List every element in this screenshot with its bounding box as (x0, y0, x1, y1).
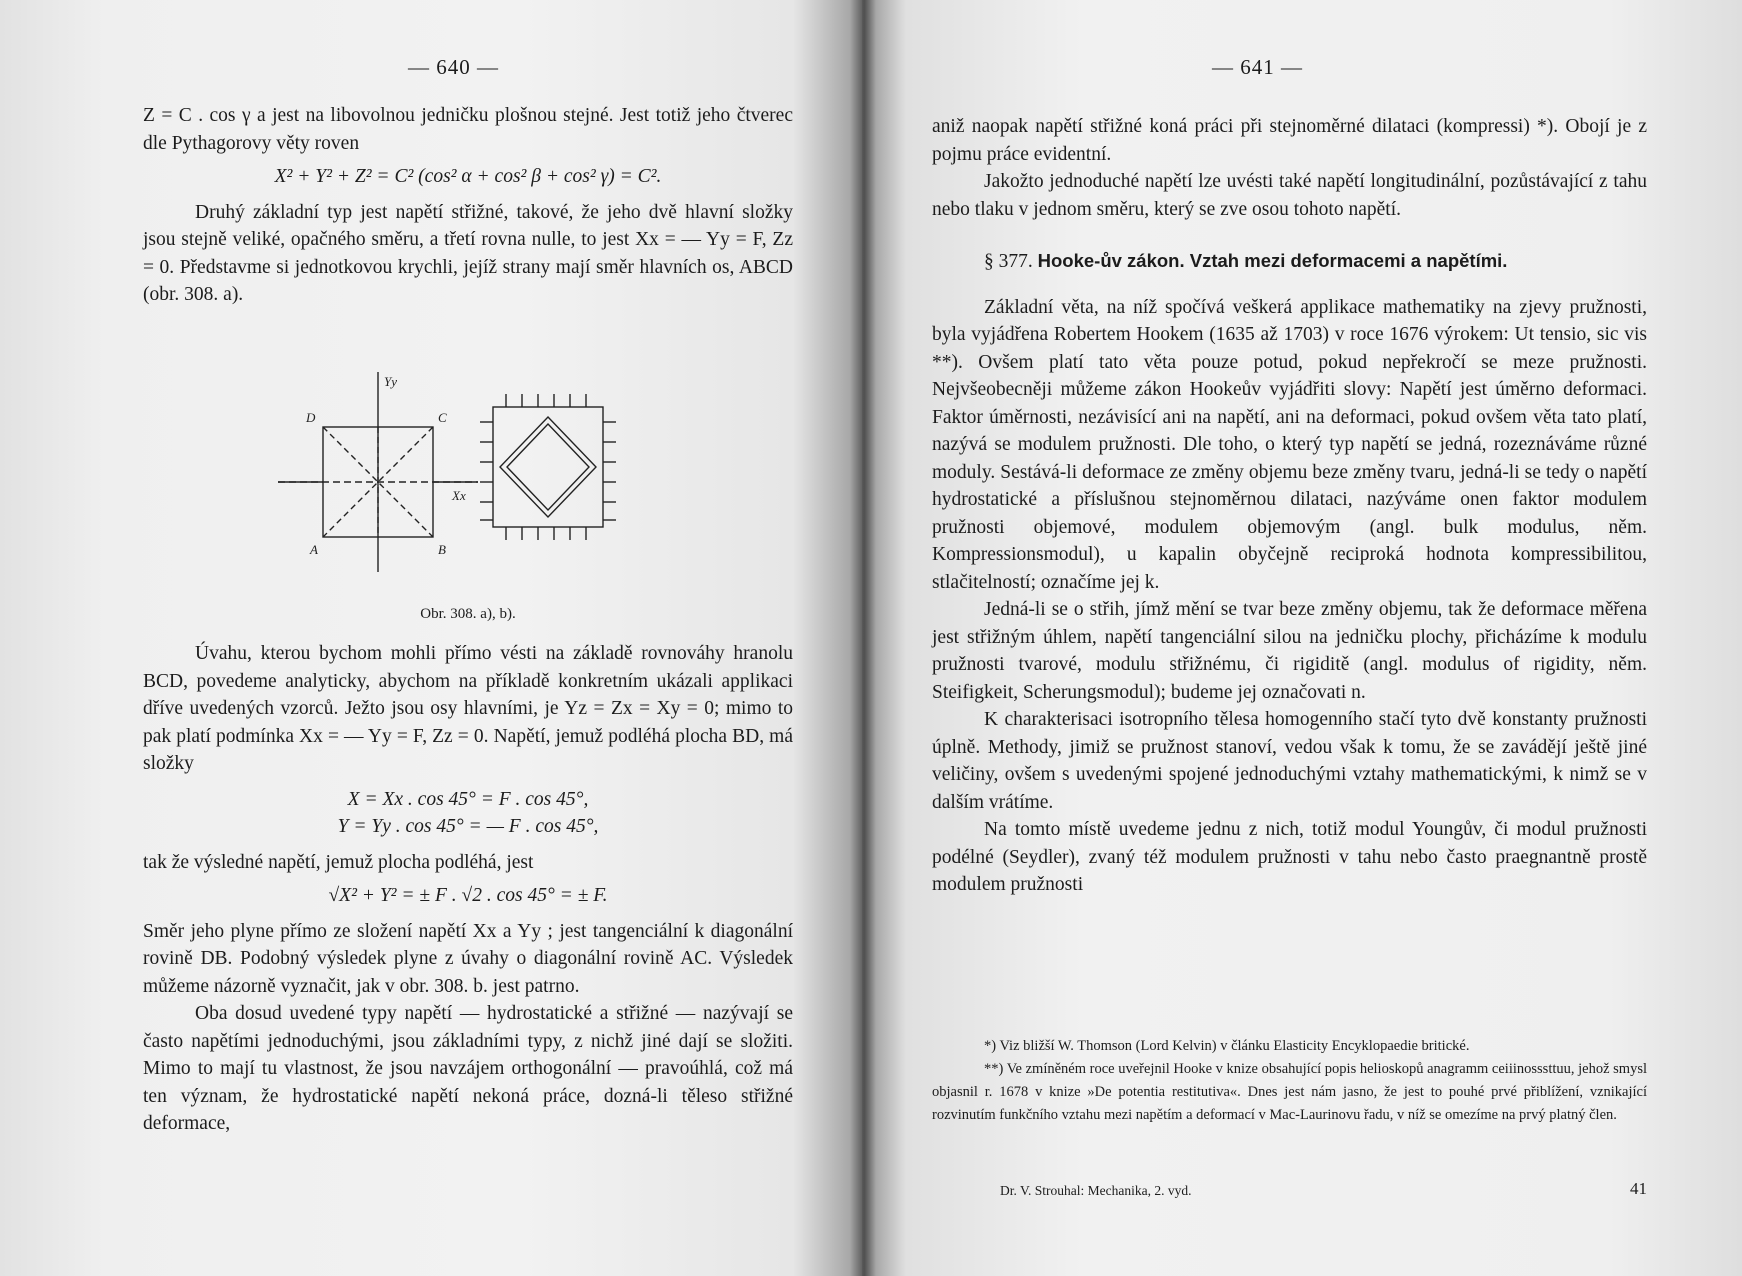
label-xx: Xx (452, 488, 466, 503)
paragraph: Směr jeho plyne přímo ze složení napětí Xx a Yy ; jest tangenciální k diagonální rovině DB. Podobný výsledek plyne z úvahy o diagonální rovině AC. Výsledek můžeme názorně vyznačit, jak v obr. 308. b. jest patrno. (143, 920, 793, 997)
equation: Y = Yy . cos 45° = — F . cos 45°, (337, 816, 599, 837)
book-signature: Dr. V. Strouhal: Mechanika, 2. vyd. (1000, 1183, 1192, 1198)
label-c: C (438, 410, 447, 425)
page-number: — 641 — (1212, 55, 1303, 79)
paragraph: tak že výsledné napětí, jemuž plocha podléhá, jest (143, 851, 534, 873)
book-gutter (850, 0, 876, 1276)
figure-caption: Obr. 308. a), b). (420, 606, 516, 622)
paragraph: Jedná-li se o střih, jímž mění se tvar beze změny objemu, tak že deformace měřena jest střižným úhlem, napětí tangenciální silou na jedničku plochy, přicházíme k modulu pružnosti tvarové, modulu střižnému, či rigiditě (angl. modulus of rigidity, něm. Steifigkeit, Scherungsmodul); budeme jej označovati n. (932, 599, 1647, 703)
paragraph: Základní věta, na níž spočívá veškerá applikace mathematiky na zjevy pružnosti, byla vyjádřena Robertem Hookem (1635 až 1703) v roce 1676 výrokem: Ut tensio, sic vis **). Ovšem platí tato věta pouze potud, pokud nepřekročí se meze pružnosti. Nejvšeobecněji můžeme zákon Hookeův vyjádřiti slovy: Napětí jest úměrno deformaci. Faktor úměrnosti, nezávisící ani na napětí, ani na deformaci, pokud ovšem věta tato platí, nazývá se modulem pružnosti. Dle toho, o který typ napětí se jedná, rozeznáváme různé moduly. Sestává-li deformace ze změny objemu beze změny tvaru, jedná-li se tedy o napětí hydrostatické a příslušnou stejnoměrnou dilataci, nazýváme onen faktor modulem pružnosti objemové, modulem objemovým (angl. bulk modulus, něm. Kompressionsmodul), u kapalin obyčejně reciproká hodnota kompressibilitou, stlačitelností; označíme jej k. (932, 296, 1647, 593)
paragraph: Na tomto místě uvedeme jednu z nich, totiž modul Youngův, či modul pružnosti podélné (Seydler), zvaný též modulem pružnosti v tahu nebo často praegnantně prostě modulem pružnosti (932, 819, 1647, 895)
figure-308 (143, 372, 793, 623)
label-yy: Yy (384, 374, 397, 389)
footnotes (932, 1035, 1647, 1127)
figure-diagram (278, 372, 658, 602)
equation: √X² + Y² = ± F . √2 . cos 45° = ± F. (328, 885, 608, 906)
left-page (0, 0, 862, 1276)
label-a: A (310, 542, 318, 557)
paragraph: aniž naopak napětí střižné koná práci při stejnoměrné dilataci (kompressi) *). Obojí je z pojmu práce evidentní. (932, 116, 1647, 165)
equation: X = Xx . cos 45° = F . cos 45°, (347, 788, 589, 810)
right-page (862, 0, 1742, 1276)
equation: X² + Y² + Z² = C² (cos² α + cos² β + cos² γ) = C². (274, 166, 662, 187)
label-b: B (438, 542, 446, 557)
page-number: — 640 — (408, 55, 499, 79)
paragraph: Úvahu, kterou bychom mohli přímo vésti na základě rovnováhy hranolu BCD, povedeme analyticky, abychom na příkladě konkretním ukázali applikaci dříve uvedených vzorců. Ježto jsou osy hlavními, je Yz = Zx = Xy = 0; mimo to pak platí podmínka Xx = — Yy = F, Zz = 0. Napětí, jemuž podléhá plocha BD, má složky (143, 643, 793, 774)
paragraph: Jakožto jednoduché napětí lze uvésti také napětí longitudinální, pozůstávající z tahu nebo tlaku v jednom směru, který se zve osou tohoto napětí. (932, 171, 1647, 220)
footnote: *) Viz bližší W. Thomson (Lord Kelvin) v článku Elasticity Encyklopaedie britické. (984, 1038, 1470, 1054)
text-block-top (143, 102, 793, 309)
footnote: **) Ve zmíněném roce uveřejnil Hooke v knize obsahující popis helioskopů anagramm ceiiinosssttuu, jehož smysl objasnil r. 1678 v knize »De potentia restitutiva«. Dnes jest nám jasno, že jest to pouhé prvé přiblížení, vznikající rozvinutím funkčního vztahu mezi napětím a deformací v Mac-Laurinovu řadu, v níž se omezíme na prvý platný člen. (932, 1061, 1647, 1123)
text-block-bottom (143, 640, 793, 1138)
section-title: Hooke-ův zákon. Vztah mezi deformacemi a napětími. (1037, 250, 1508, 271)
label-d: D (306, 410, 316, 425)
paragraph: K charakterisaci isotropního tělesa homogenního stačí tyto dvě konstanty pružnosti úplně. Methody, jimiž se pružnost stanoví, vedou však k tomu, že se zavádějí ještě jiné veličiny, ovšem s uvedenými spojené jednoduchými vztahy mathematickými, k nimž se v dalším vrátíme. (932, 709, 1647, 813)
paragraph: Oba dosud uvedené typy napětí — hydrostatické a střižné — nazývají se často napětími jednoduchými, jsou základními typy, z nichž jiné dají se složiti. Mimo to mají tu vlastnost, že jsou navzájem orthogonální — pravoúhlá, což má ten význam, že hydrostatické napětí nekoná práce, dozná-li těleso střižné deformace, (143, 1003, 793, 1134)
section-number: § 377. (984, 251, 1033, 272)
paragraph: Druhý základní typ jest napětí střižné, takové, že jeho dvě hlavní složky jsou stejně veliké, opačného směru, a třetí rovna nulle, to jest Xx = — Yy = F, Zz = 0. Představme si jednotkovou krychli, jejíž strany mají směr hlavních os, ABCD (obr. 308. a). (143, 201, 793, 305)
sheet-number: 41 (1630, 1179, 1647, 1198)
section-heading (932, 247, 1647, 276)
text-block-top (932, 113, 1647, 899)
paragraph: Z = C . cos γ a jest na libovolnou jedničku plošnou stejné. Jest totiž jeho čtverec dle Pythagorovy věty roven (143, 105, 793, 154)
